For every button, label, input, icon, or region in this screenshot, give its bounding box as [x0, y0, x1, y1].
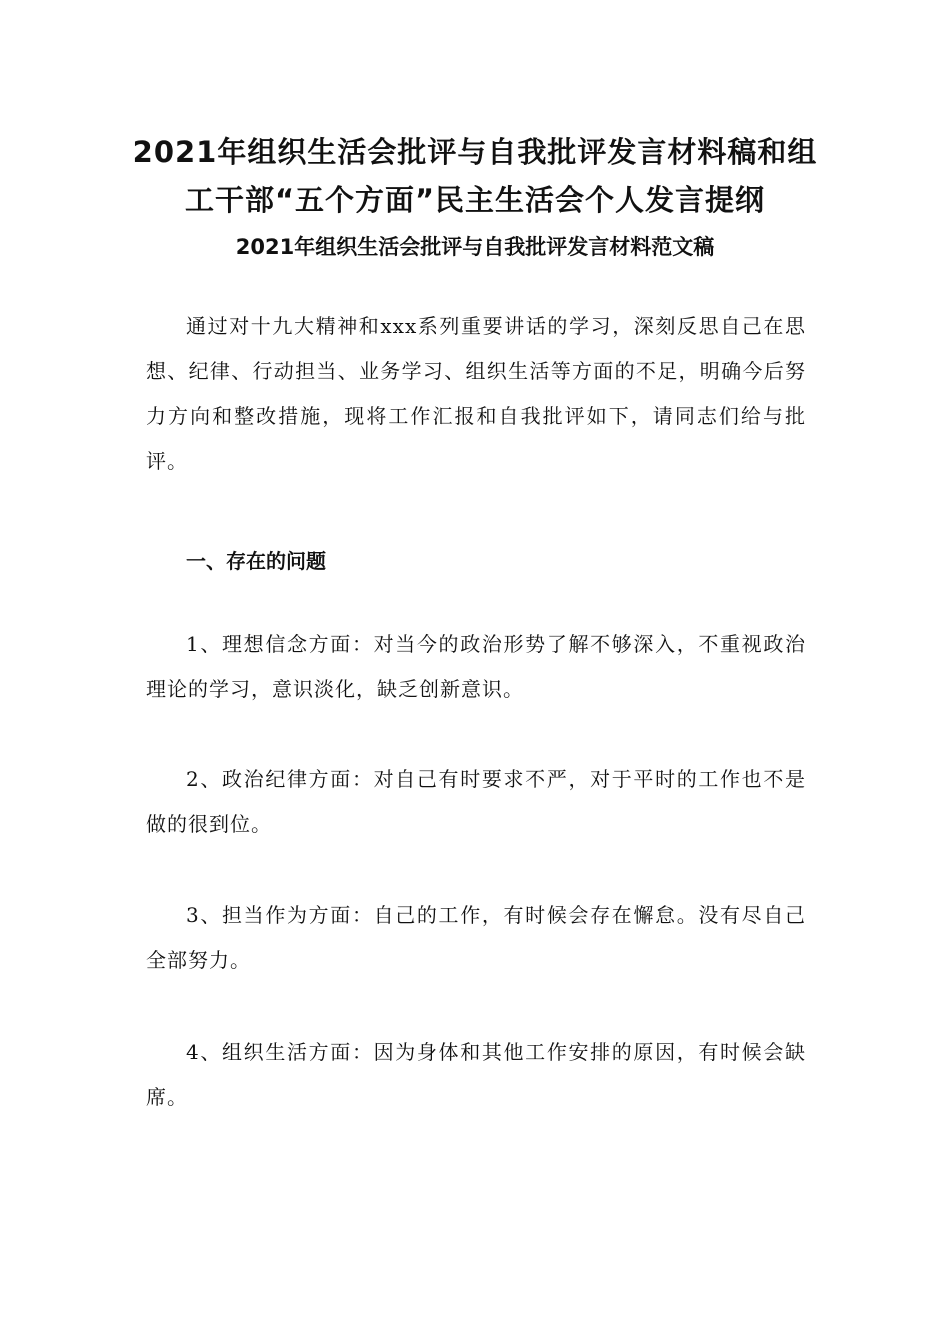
list-item: 1、理想信念方面：对当今的政治形势了解不够深入，不重视政治理论的学习，意识淡化，缺乏创新意识。 [146, 632, 806, 701]
document-subtitle: 2021年组织生活会批评与自我批评发言材料范文稿 [235, 235, 715, 259]
section-heading: 一、存在的问题 [186, 549, 326, 573]
intro-paragraph: 通过对十九大精神和xxx系列重要讲话的学习，深刻反思自己在思想、纪律、行动担当、业务学习、组织生活等方面的不足，明确今后努力方向和整改措施，现将工作汇报和自我批评如下，请同志们给与批评。 [146, 314, 806, 473]
list-item: 2、政治纪律方面：对自己有时要求不严，对于平时的工作也不是做的很到位。 [146, 767, 806, 836]
list-item: 3、担当作为方面：自己的工作，有时候会存在懈怠。没有尽自己全部努力。 [146, 903, 806, 972]
list-item: 4、组织生活方面：因为身体和其他工作安排的原因，有时候会缺席。 [146, 1040, 806, 1109]
document-title-line-1: 2021年组织生活会批评与自我批评发言材料稿和组 [132, 135, 818, 169]
document-title-line-2: 工干部“五个方面”民主生活会个人发言提纲 [184, 183, 766, 217]
